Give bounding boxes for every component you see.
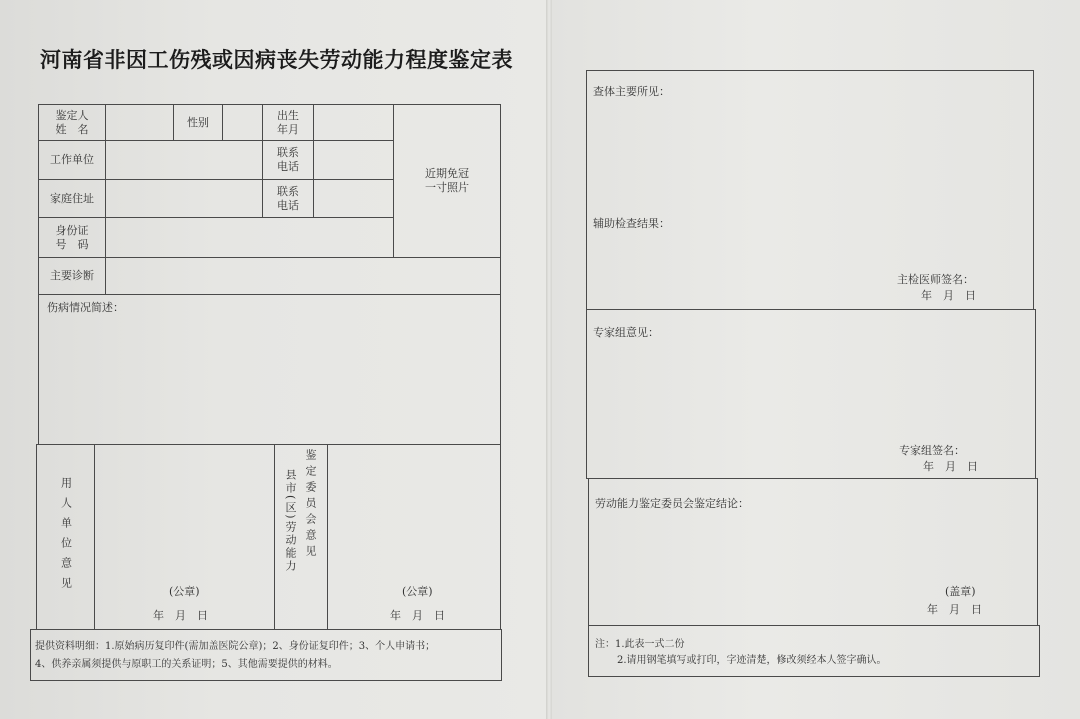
exam-section[interactable] xyxy=(586,70,1034,310)
expert-date: 年 月 日 xyxy=(923,460,978,473)
name-field[interactable] xyxy=(105,104,174,141)
name-label: 鉴定人 姓 名 xyxy=(38,104,106,141)
expert-opinion-label: 专家组意见： xyxy=(593,326,659,339)
employer-opinion-field[interactable] xyxy=(94,444,275,630)
note-line-1: 注：1.此表一式二份 xyxy=(595,639,685,650)
materials-box xyxy=(30,629,502,681)
exam-findings-label: 查体主要所见： xyxy=(593,85,670,98)
main-diagnosis-field[interactable] xyxy=(105,257,501,295)
work-unit-field[interactable] xyxy=(105,140,263,180)
employer-opinion-label-cell xyxy=(36,444,95,630)
aux-results-label: 辅助检查结果： xyxy=(593,217,670,230)
employer-seal: (公章) xyxy=(169,585,200,598)
committee-label-col1: 县市(区)劳动能力 xyxy=(284,469,297,573)
id-label: 身份证 号 码 xyxy=(38,217,106,258)
conclusion-section[interactable] xyxy=(588,478,1038,626)
home-address-field[interactable] xyxy=(105,179,263,218)
expert-section[interactable] xyxy=(586,309,1036,479)
gender-field[interactable] xyxy=(222,104,263,141)
main-diagnosis-label: 主要诊断 xyxy=(38,257,106,295)
doctor-date: 年 月 日 xyxy=(921,289,976,302)
injury-description-box[interactable] xyxy=(38,294,501,445)
home-address-label: 家庭住址 xyxy=(38,179,106,218)
employer-date: 年 月 日 xyxy=(153,609,208,622)
employer-opinion-label: 用人单位意见 xyxy=(59,477,73,597)
note-line-2: 2.请用钢笔填写或打印，字迹清楚，修改须经本人签字确认。 xyxy=(617,655,887,666)
committee-seal: (公章) xyxy=(402,585,433,598)
home-phone-field[interactable] xyxy=(313,179,394,218)
committee-opinion-field[interactable] xyxy=(327,444,501,630)
committee-opinion-label-cell xyxy=(274,444,328,630)
id-field[interactable] xyxy=(105,217,394,258)
work-phone-field[interactable] xyxy=(313,140,394,180)
work-phone-label: 联系 电话 xyxy=(262,140,314,180)
committee-date: 年 月 日 xyxy=(390,609,445,622)
photo-box[interactable]: 近期免冠 一寸照片 xyxy=(393,104,501,258)
conclusion-date: 年 月 日 xyxy=(927,603,982,616)
form-title: 河南省非因工伤残或因病丧失劳动能力程度鉴定表 xyxy=(40,47,513,72)
home-phone-label: 联系 电话 xyxy=(262,179,314,218)
gender-label: 性别 xyxy=(173,104,223,141)
birth-field[interactable] xyxy=(313,104,394,141)
doctor-sign-label: 主检医师签名： xyxy=(897,273,974,286)
page-fold xyxy=(546,0,552,719)
materials-line-2: 4、供养亲属须提供与原职工的关系证明；5、其他需要提供的材料。 xyxy=(35,659,338,670)
conclusion-label: 劳动能力鉴定委员会鉴定结论： xyxy=(595,497,749,510)
note-box xyxy=(588,625,1040,677)
conclusion-seal: (盖章) xyxy=(945,585,976,598)
birth-label: 出生 年月 xyxy=(262,104,314,141)
materials-line-1: 提供资料明细：1.原始病历复印件(需加盖医院公章)；2、身份证复印件；3、个人申请书； xyxy=(35,641,436,652)
injury-description-label: 伤病情况简述： xyxy=(47,301,124,314)
expert-sign-label: 专家组签名： xyxy=(899,444,965,457)
work-unit-label: 工作单位 xyxy=(38,140,106,180)
committee-label-col2: 鉴定委员会意见 xyxy=(304,449,317,561)
